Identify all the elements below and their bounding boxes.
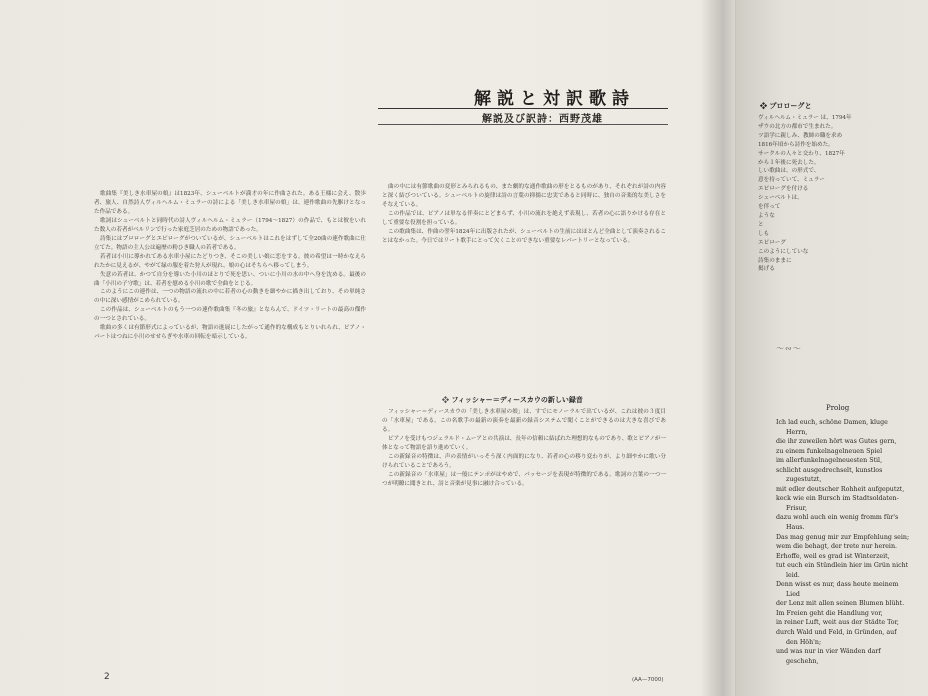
poem-line: Lied — [786, 590, 800, 598]
poem-line: geschehn, — [786, 657, 819, 665]
poem-line: Denn wisst es nur, dass heute meinem — [776, 581, 899, 589]
poem-line: Herrn, — [786, 428, 808, 436]
poem-line: in reiner Luft, weit aus der Städte Tor, — [776, 619, 899, 627]
right-heading-text: プロローグと — [769, 101, 812, 110]
poem-line: Erhoffe, weil es grad ist Winterzeit, — [776, 552, 890, 560]
intro-line: このようにしていな — [758, 248, 809, 255]
intro-line: 1816年頃から詩作を始めた。 — [758, 141, 834, 148]
right-page-intro — [758, 114, 928, 274]
poem-line: durch Wald und Feld, in Gründen, auf — [776, 629, 897, 637]
intro-line: シューベルトは、 — [758, 195, 803, 202]
subtitle-rule — [378, 124, 668, 125]
ornament-icon: ❖ — [442, 395, 452, 404]
poem-line: den Höh'n; — [786, 638, 822, 646]
intro-line: 掲げる — [758, 266, 775, 273]
poem-line: der Lenz mit allen seinen Blumen blüht. — [776, 600, 905, 608]
paragraph: ピアノを受けもつジェラルド・ムーアとの共演は、長年の信頼に結ばれた理想的なものであり、歌とピアノが一体となって物語を語り進めていく。 — [382, 435, 666, 451]
intro-line: 詩集のままに — [758, 257, 792, 264]
paragraph: フィッシャー＝ディースカウの「美しき水車屋の娘」は、すでにモノーラルで出ているが、これは彼の３度目の「水車屋」である。この名歌手の最新の演奏を最新の録音システムで聞くことができるのは大きな喜びである。 — [382, 409, 666, 433]
section-heading — [442, 395, 583, 405]
ornamental-divider: 〜∾〜 — [776, 344, 802, 353]
paragraph: 歌曲集『美しき水車屋の娘』は1823年、シューベルトが満才の年に作曲された。ある王様に会え、散歩者、旅人、自然詩人ヴィルヘルム・ミュラーの詩による「美しき水車屋の娘」は、連作歌曲の先駆けとなった作品である。 — [94, 191, 366, 215]
paragraph: この新録音の「水車屋」は一般にテンポがはやめで、パッセージを表現が特徴的である。歌詞の言葉の一つ一つが明瞭に聞きとれ、詩と音楽が見事に融け合っている。 — [382, 471, 666, 487]
intro-line: と — [758, 221, 764, 228]
poem-line: Das mag genug mir zur Empfehlung sein; — [776, 533, 910, 541]
prolog-title: Prolog — [826, 404, 850, 412]
text-column-3 — [382, 408, 666, 666]
intro-line: しも — [758, 230, 770, 237]
prolog-poem — [776, 418, 928, 666]
paragraph: 詩集にはプロローグとエピローグがついているが、シューベルトはこれをはずして全20曲の連作歌曲に仕立てた。物語の主人公は遍歴の粉ひき職人の若者である。 — [94, 235, 366, 251]
paragraph: 曲の中には有節歌曲の変形とみられるもの、また劇的な通作歌曲の形をとるものがあり、それぞれが詩の内容と深く結びついている。シューベルトの旋律は詩の言葉の抑揚に忠実であると同時に、独自の音楽的な美しさをそなえている。 — [382, 184, 666, 208]
poem-line: Haus. — [786, 524, 805, 532]
paragraph: この作品は、シューベルトのもう一つの連作歌曲集『冬の旅』とならんで、ドイツ・リートの最高の傑作の一つとされている。 — [94, 307, 366, 323]
poem-line: wem die behagt, der trete nur herein. — [776, 543, 897, 551]
page-title: 解説と対訳歌詩 — [474, 89, 635, 109]
poem-line: keck wie ein Bursch im Stadtsoldaten- — [776, 495, 899, 503]
paragraph: このようにこの連作は、一つの物語の流れの中に若者の心の動きを細やかに描き出しており、その単純さの中に深い感情がこめられている。 — [94, 289, 366, 305]
text-column-2 — [382, 183, 666, 391]
poem-line: dazu wohl auch ein wenig fromm für's — [776, 514, 899, 522]
intro-line: ツ語学に親しみ、教師の職を求め — [758, 132, 843, 139]
poem-line: mit edler deutscher Rohheit aufgeputzt, — [776, 485, 905, 493]
intro-line: を伴って — [758, 204, 781, 211]
book-gutter-shadow — [700, 0, 738, 696]
section-heading-text: フィッシャー＝ディースカウの新しい録音 — [451, 395, 583, 404]
intro-line: 意を持っていて、ミュラー — [758, 177, 825, 184]
intro-line: ザウの北方の都市で生まれた。 — [758, 123, 837, 130]
poem-line: Frisur, — [786, 504, 807, 512]
intro-line: ヴィルヘルム・ミュラー は、1794年 — [758, 115, 852, 121]
paragraph: 若者は小川に導かれてある水車小屋にたどりつき、そこの美しい娘に恋をする。彼の希望は一時かなえられたかに見えるが、やがて緑の服を着た狩人が現れ、娘の心はそちらへ移ってしまう。 — [94, 253, 366, 269]
title-rule — [378, 108, 668, 109]
poem-line: tut euch ein Stündlein hier im Grün nicht — [776, 562, 909, 570]
poem-line: zugestutzt, — [786, 476, 822, 484]
right-page-heading — [760, 101, 812, 111]
paragraph: この新録音の特徴は、声の表情がいっそう深く内面的になり、若者の心の移り変わりが、より細やかに歌い分けられていることであろう。 — [382, 453, 666, 469]
intro-line: エピローグ — [758, 239, 786, 246]
page-subtitle: 解説及び訳詩：西野茂雄 — [482, 114, 603, 125]
poem-line: leid. — [786, 571, 800, 579]
paragraph: この歌曲集は、作曲の翌年1824年に出版されたが、シューベルトの生前にはほとんど全曲として演奏されることはなかった。今日ではリート歌手にとって欠くことのできない重要なレパートリーとなっている。 — [382, 228, 666, 244]
poem-line: Im Freien geht die Handlung vor, — [776, 609, 883, 617]
poem-line: die ihr zuweilen hört was Gutes gern, — [776, 438, 897, 446]
catalog-number: (AA—7000) — [632, 677, 664, 683]
intro-line: サークルの人々と交わり、1827年 — [758, 150, 845, 157]
poem-line: im allerfunkelnagelneuesten Stil, — [776, 457, 883, 465]
text-column-1 — [94, 190, 366, 660]
intro-line: ような — [758, 212, 775, 219]
poem-line: schlicht ausgedrechselt, kunstlos — [776, 466, 883, 474]
poem-line: Ich lad euch, schöne Damen, kluge — [776, 419, 888, 426]
intro-line: から１年後に死去した。 — [758, 159, 820, 166]
poem-line: und was nur in vier Wänden darf — [776, 648, 881, 656]
intro-line: エピローグを付ける — [758, 186, 809, 193]
ornament-icon: ❖ — [760, 101, 770, 110]
paragraph: 歌詞はシューベルトと同時代の詩人ヴィルヘルム・ミュラー（1794〜1827）の作品で、もとは彼をいれた数人の若者がベルリンで行った家庭芝居のための物語であった。 — [94, 217, 366, 233]
paragraph: 歌曲の多くは有節形式によっているが、物語の進展にしたがって通作的な構成もとりいれられ、ピアノ・パートはつねに小川のせせらぎや水車の回転を暗示している。 — [94, 325, 366, 341]
paragraph: 失意の若者は、かつて自分を導いた小川のほとりで死を思い、ついに小川の水の中へ身を沈める。最後の曲「小川の子守歌」は、若者を慰める小川の歌で全曲をとじる。 — [94, 271, 366, 287]
page-number: 2 — [104, 672, 110, 682]
paragraph: この作品では、ピアノは単なる伴奏にとどまらず、小川の流れを絶えず表現し、若者の心に語りかける存在として重要な役割を担っている。 — [382, 210, 666, 226]
poem-line: zu einem funkelnagelneuen Spiel — [776, 447, 883, 455]
intro-line: しい歌曲は、の形式で、 — [758, 168, 820, 175]
